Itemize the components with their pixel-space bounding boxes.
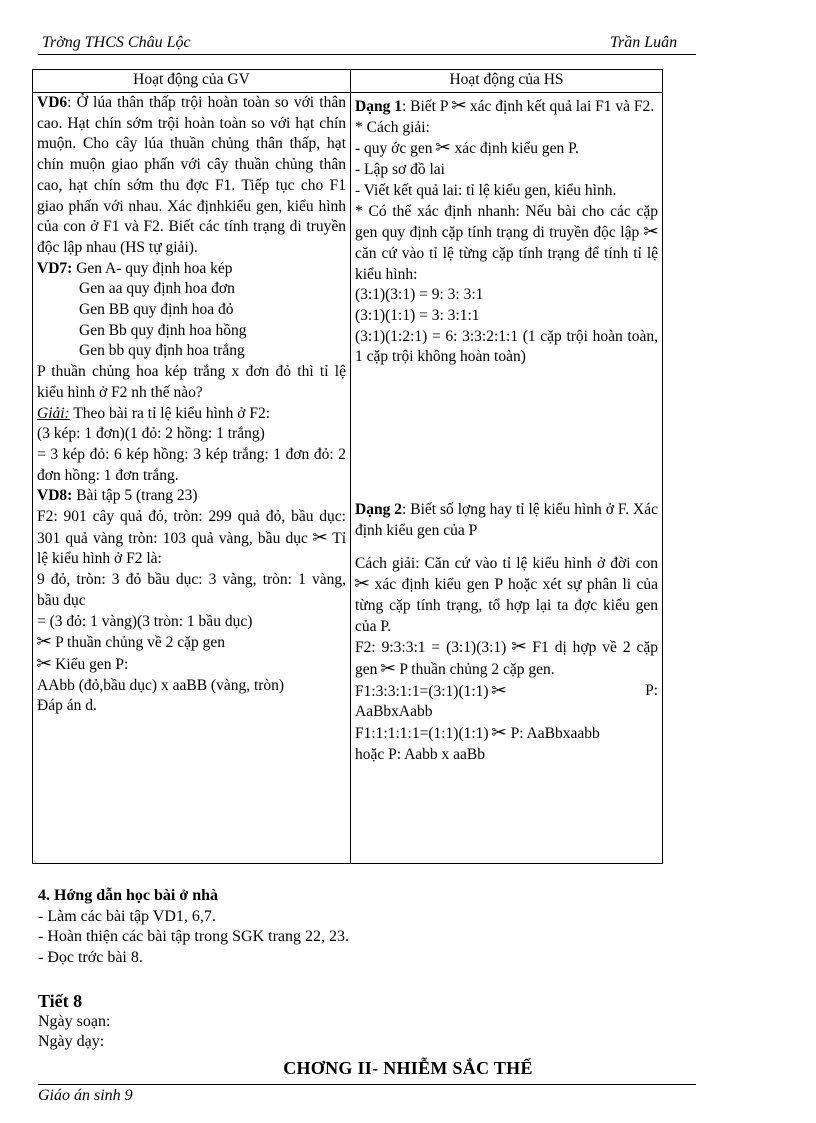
vd7-line2: Gen aa quy định hoa đơn bbox=[79, 280, 235, 298]
scissors-icon: ✂ bbox=[451, 96, 467, 115]
quy-oc2: xác định kiểu gen P. bbox=[450, 140, 579, 158]
vd6-text: : Ở lúa thân thấp trội hoàn toàn so với thân cao. Hạt chín sớm trội hoàn toàn so với hạt chín muộn. Cho cây lúa thuần chủng thân thấp, hạt chín muộn giao phấn với cây thuần chủng thân cao, hạt chín sớm thu đợc F1. Tiếp tục cho F1 giao phấn với nhau. Xác địnhkiểu gen, kiểu hình của con ở F1 và F2. Biết các tính trạng di truyền độc lập nhau (HS tự giải). bbox=[37, 94, 346, 256]
ratio1: (3:1)(3:1) = 9: 3: 3:1 bbox=[355, 286, 484, 304]
giai-line bbox=[37, 404, 346, 425]
ratio2: (3:1)(1:1) = 3: 3:1:1 bbox=[355, 307, 480, 325]
dang1-text: : Biết P bbox=[401, 98, 448, 115]
co-the-paragraph bbox=[355, 202, 658, 286]
vd8-line5-text: Kiểu gen P: bbox=[51, 655, 129, 673]
gv-cell bbox=[33, 93, 351, 864]
giai-text: Theo bài ra tỉ lệ kiểu hình ở F2: bbox=[69, 404, 271, 422]
vd8-data: F2: 901 cây quả đỏ, tròn: 299 quả đỏ, bầu dục: 301 quả vàng tròn: 103 quả vàng, bầu dục bbox=[37, 508, 346, 547]
teach-date-label: Ngày dạy: bbox=[38, 1033, 105, 1050]
lap-so-do: - Lập sơ đồ lai bbox=[355, 161, 445, 179]
cach-giai2 bbox=[355, 554, 658, 638]
footer-text: Giáo án sinh 9 bbox=[38, 1087, 133, 1104]
f2-text2: F1 dị hợp về 2 cặp gen bbox=[355, 639, 659, 679]
header-school: Trờng THCS Châu Lộc bbox=[42, 34, 191, 51]
f2-text3: P thuần chủng 2 cặp gen. bbox=[395, 661, 555, 679]
scissors-icon: ✂ bbox=[491, 723, 508, 743]
spacer bbox=[355, 368, 658, 500]
scissors-icon: ✂ bbox=[491, 680, 508, 700]
vd7-label: VD7: bbox=[37, 259, 73, 277]
dang1-text2: xác định kết quả lai F1 và F2. bbox=[466, 98, 655, 115]
vd6-paragraph bbox=[37, 93, 346, 259]
prep-date-label: Ngày soạn: bbox=[38, 1012, 111, 1030]
co-the: * Có thể xác định nhanh: Nếu bài cho các cặp gen quy định cặp tính trạng di truyền độc lập bbox=[355, 202, 658, 242]
scissors-icon: ✂ bbox=[435, 138, 452, 158]
cg2: Cách giải: Căn cứ vào tỉ lệ kiểu hình ở đời con bbox=[355, 554, 658, 572]
dang2-paragraph bbox=[355, 500, 658, 541]
f1a-text: F1:3:3:1:1=(3:1)(1:1) bbox=[355, 682, 489, 700]
vd8-text bbox=[37, 507, 346, 570]
quy-oc-line bbox=[355, 138, 658, 160]
cg2b: xác định kiểu gen P hoặc xét sự phân li của từng cặp tính trạng, tổ hợp lại ta đợc kiểu gen của P. bbox=[355, 576, 658, 635]
hs-column-header: Hoạt động của HS bbox=[351, 70, 663, 93]
scissors-icon: ✂ bbox=[380, 659, 397, 679]
scissors-icon: ✂ bbox=[511, 637, 528, 657]
f1b-p: P: AaBbxaabb bbox=[506, 725, 600, 743]
vd8-line2: 9 đỏ, tròn: 3 đỏ bầu dục: 3 vàng, tròn: 1 vàng, bầu dục bbox=[37, 571, 346, 609]
vd8-answer: Đáp án d. bbox=[37, 697, 97, 715]
vd8-line4 bbox=[37, 632, 346, 654]
vd7-heading bbox=[37, 259, 346, 280]
header-author: Trần Luân bbox=[610, 34, 678, 51]
dang1-label: Dạng 1 bbox=[355, 98, 402, 115]
quy-oc: - quy ớc gen bbox=[355, 140, 433, 158]
lesson-info bbox=[38, 991, 110, 1053]
activity-table bbox=[32, 69, 663, 864]
vd8-line4-text: P thuần chủng về 2 cặp gen bbox=[51, 634, 226, 652]
co-the2: căn cứ vào tỉ lệ từng cặp tính trạng để tính tỉ lệ kiểu hình: bbox=[355, 244, 658, 283]
ratio3: (3:1)(1:2:1) = 6: 3:3:2:1:1 (1 cặp trội hoàn toàn, 1 cặp trội không hoàn toàn) bbox=[355, 327, 658, 366]
homework-item: - Làm các bài tập VD1, 6,7. bbox=[38, 907, 216, 925]
f1a-line bbox=[355, 681, 658, 703]
scissors-icon: ✂ bbox=[312, 527, 329, 547]
dang2-text: : Biết số lợng hay tỉ lệ kiểu hình ở F. Xác định kiểu gen của P bbox=[355, 501, 658, 539]
f1b-line bbox=[355, 723, 658, 745]
f1a-value: AaBbxAabb bbox=[355, 703, 433, 721]
giai-line3: = 3 kép đỏ: 6 kép hồng: 3 kép trắng: 1 đơn đỏ: 2 đơn hồng: 1 đơn trắng. bbox=[37, 445, 346, 484]
chapter-title: CHƠNG II- NHIỄM SẮC THỂ bbox=[283, 1058, 533, 1078]
vd7-question: P thuần chủng hoa kép trắng x đơn đỏ thì tỉ lệ kiểu hình ở F2 nh thế nào? bbox=[37, 363, 346, 401]
vd8-line6: AAbb (đỏ,bầu dục) x aaBB (vàng, tròn) bbox=[37, 676, 285, 694]
vd7-line5: Gen bb quy định hoa trắng bbox=[79, 342, 245, 360]
f2-line bbox=[355, 637, 658, 680]
f1b-text: F1:1:1:1:1=(1:1)(1:1) bbox=[355, 725, 489, 743]
giai-label: Giải: bbox=[37, 404, 70, 422]
vd8-heading bbox=[37, 486, 346, 507]
header-rule bbox=[38, 54, 696, 55]
scissors-icon: ✂ bbox=[643, 222, 659, 242]
f2-text: F2: 9:3:3:1 = (3:1)(3:1) bbox=[355, 639, 507, 657]
vd8-ratio-intro: Tỉ lệ kiểu hình ở F2 là: bbox=[37, 529, 347, 568]
giai-line2: (3 kép: 1 đơn)(1 đỏ: 2 hồng: 1 trắng) bbox=[37, 425, 265, 443]
vd7-line1: Gen A- quy định hoa kép bbox=[72, 259, 233, 277]
footer-rule bbox=[38, 1084, 696, 1085]
vd7-line4: Gen Bb quy định hoa hồng bbox=[79, 321, 247, 339]
lesson-title: Tiết 8 bbox=[38, 991, 83, 1011]
spacer bbox=[355, 542, 658, 554]
vd7-line3: Gen BB quy định hoa đỏ bbox=[79, 301, 234, 319]
homework-section bbox=[38, 886, 349, 968]
scissors-icon: ✂ bbox=[36, 653, 52, 673]
homework-item: - Hoàn thiện các bài tập trong SGK trang 22, 23. bbox=[38, 928, 350, 945]
viet-kq: - Viết kết quả lai: tỉ lệ kiểu gen, kiểu hình. bbox=[355, 181, 617, 199]
scissors-icon: ✂ bbox=[36, 632, 52, 652]
homework-title: 4. Hớng dẫn học bài ở nhà bbox=[38, 887, 218, 904]
vd6-label: VD6 bbox=[37, 94, 68, 111]
vd8-title: Bài tập 5 (trang 23) bbox=[72, 487, 198, 505]
vd8-line5 bbox=[37, 654, 346, 676]
f1a-p: P: bbox=[645, 681, 658, 699]
vd8-label: VD8: bbox=[37, 487, 73, 505]
gv-column-header: Hoạt động của GV bbox=[33, 70, 351, 93]
homework-item: - Đọc trớc bài 8. bbox=[38, 948, 143, 966]
dang2-label: Dạng 2 bbox=[355, 501, 402, 519]
hs-cell bbox=[351, 93, 663, 864]
scissors-icon: ✂ bbox=[354, 574, 370, 594]
f1b-or: hoặc P: Aabb x aaBb bbox=[355, 745, 486, 763]
vd8-line3: = (3 đỏ: 1 vàng)(3 tròn: 1 bầu dục) bbox=[37, 612, 253, 630]
dang1-paragraph bbox=[355, 96, 658, 118]
cach-giai: * Cách giải: bbox=[355, 118, 430, 136]
